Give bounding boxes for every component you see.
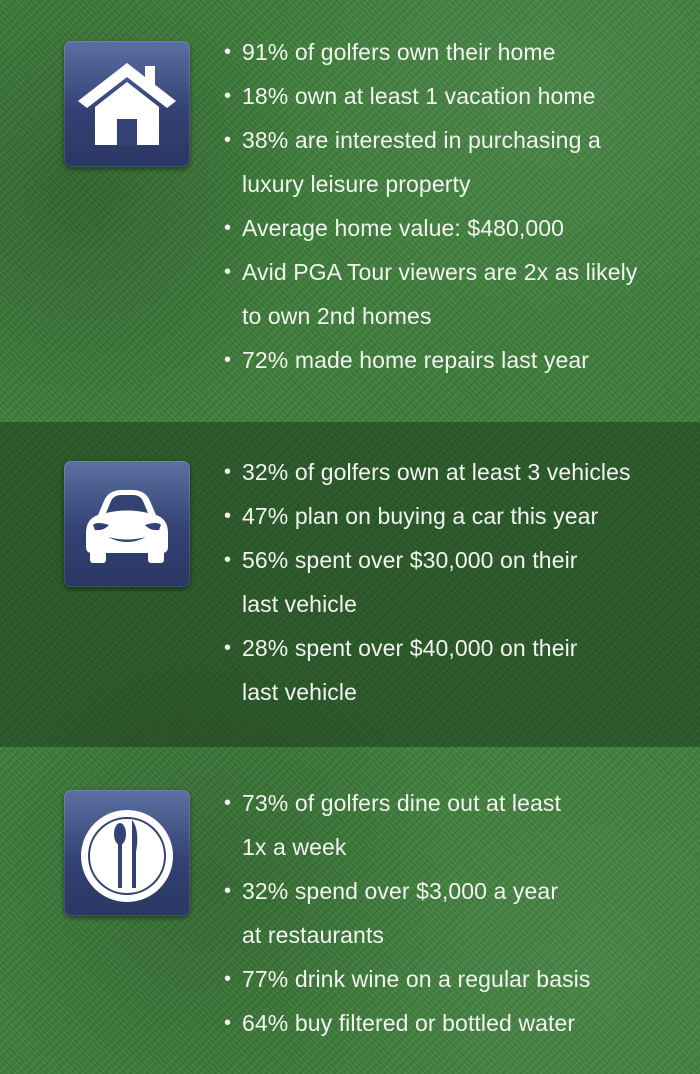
bullet-text-line: 28% spent over $40,000 on their bbox=[242, 635, 578, 661]
bullet-text-line: luxury leisure property bbox=[242, 171, 471, 197]
bullet-text-line: Avid PGA Tour viewers are 2x as likely bbox=[242, 259, 638, 285]
dining-bullet-item bbox=[224, 869, 682, 957]
bullet-dot-icon: • bbox=[224, 41, 232, 63]
bullet-dot-icon: • bbox=[224, 461, 232, 483]
bullet-text-line: 18% own at least 1 vacation home bbox=[242, 83, 596, 109]
home-ownership-section bbox=[0, 0, 700, 422]
bullet-dot-icon: • bbox=[224, 505, 232, 527]
bullet-text-line: Average home value: $480,000 bbox=[242, 215, 565, 241]
bullet-dot-icon: • bbox=[224, 217, 232, 239]
car-icon-tile bbox=[64, 461, 190, 587]
bullet-text-line: 38% are interested in purchasing a bbox=[242, 127, 601, 153]
auto-bullet-item bbox=[224, 626, 682, 714]
house-icon-tile bbox=[64, 41, 190, 167]
plate-icon-tile bbox=[64, 790, 190, 916]
bullet-text-line: 73% of golfers dine out at least bbox=[242, 790, 562, 816]
house-icon bbox=[64, 41, 190, 167]
dining-section bbox=[0, 747, 700, 1074]
vehicle-bullet-list bbox=[224, 450, 682, 714]
plate-utensils-icon bbox=[64, 790, 190, 916]
auto-bullet-item bbox=[224, 450, 682, 494]
auto-bullet-item bbox=[224, 494, 682, 538]
bullet-text-line: 1x a week bbox=[242, 834, 347, 860]
bullet-dot-icon: • bbox=[224, 129, 232, 151]
bullet-text-line: at restaurants bbox=[242, 922, 385, 948]
bullet-text-line: last vehicle bbox=[242, 679, 357, 705]
bullet-text-line: 64% buy filtered or bottled water bbox=[242, 1010, 576, 1036]
bullet-text-line: 32% of golfers own at least 3 vehicles bbox=[242, 459, 631, 485]
bullet-text-line: 77% drink wine on a regular basis bbox=[242, 966, 591, 992]
bullet-dot-icon: • bbox=[224, 792, 232, 814]
dining-bullet-list bbox=[224, 781, 682, 1045]
bullet-dot-icon: • bbox=[224, 1012, 232, 1034]
bullet-dot-icon: • bbox=[224, 261, 232, 283]
bullet-dot-icon: • bbox=[224, 549, 232, 571]
dining-bullet-item bbox=[224, 957, 682, 1001]
bullet-text-line: 32% spend over $3,000 a year bbox=[242, 878, 559, 904]
home-bullet-item bbox=[224, 74, 682, 118]
vehicle-ownership-section bbox=[0, 422, 700, 747]
bullet-dot-icon: • bbox=[224, 637, 232, 659]
home-bullet-item bbox=[224, 250, 682, 338]
bullet-dot-icon: • bbox=[224, 968, 232, 990]
bullet-dot-icon: • bbox=[224, 880, 232, 902]
home-bullet-item bbox=[224, 30, 682, 74]
bullet-dot-icon: • bbox=[224, 349, 232, 371]
auto-bullet-item bbox=[224, 538, 682, 626]
home-bullet-item bbox=[224, 206, 682, 250]
bullet-text-line: 47% plan on buying a car this year bbox=[242, 503, 599, 529]
home-bullet-item bbox=[224, 118, 682, 206]
bullet-text-line: last vehicle bbox=[242, 591, 357, 617]
dining-bullet-item bbox=[224, 1001, 682, 1045]
bullet-text-line: 91% of golfers own their home bbox=[242, 39, 556, 65]
car-icon bbox=[64, 461, 190, 587]
bullet-text-line: 56% spent over $30,000 on their bbox=[242, 547, 578, 573]
dining-bullet-item bbox=[224, 781, 682, 869]
bullet-dot-icon: • bbox=[224, 85, 232, 107]
bullet-text-line: to own 2nd homes bbox=[242, 303, 432, 329]
bullet-text-line: 72% made home repairs last year bbox=[242, 347, 589, 373]
home-bullet-list bbox=[224, 30, 682, 382]
home-bullet-item bbox=[224, 338, 682, 382]
